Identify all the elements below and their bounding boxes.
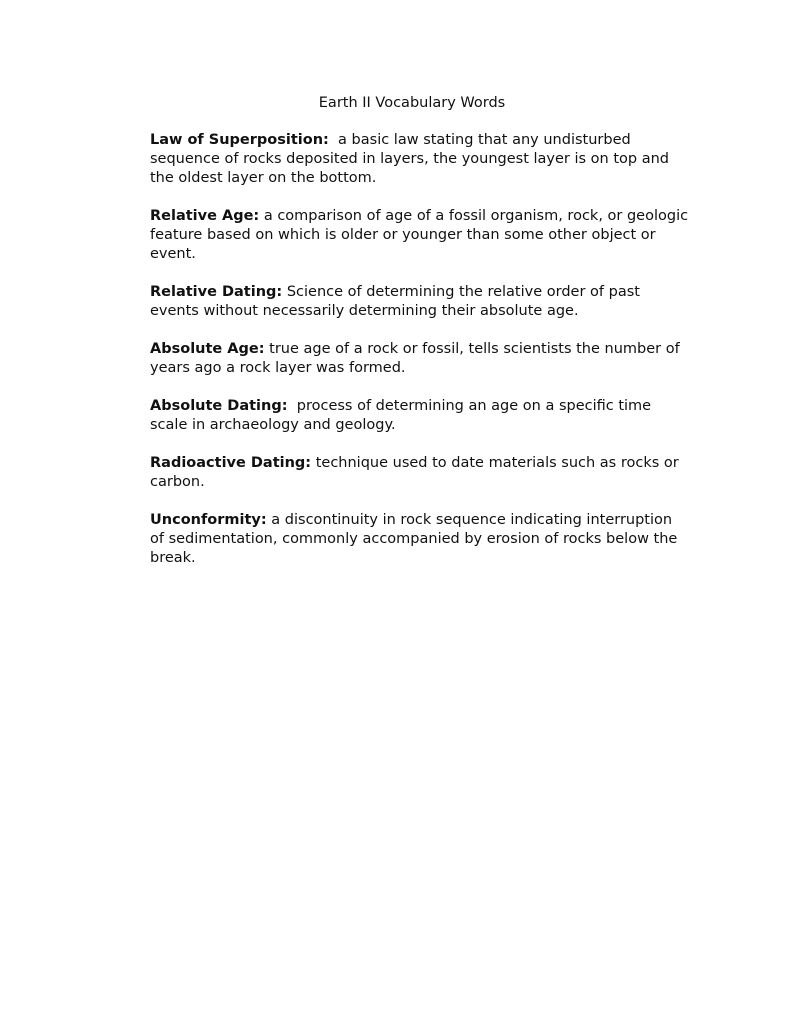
vocabulary-definition: a comparison of age of a fossil organism, rock, or geologic feature based on which is older or younger than some other object or event. <box>150 208 693 262</box>
vocabulary-term: Law of Superposition: <box>150 132 329 148</box>
vocabulary-entry-relative-dating <box>150 283 690 321</box>
vocabulary-entry-unconformity <box>150 511 690 568</box>
vocabulary-entry-relative-age <box>150 207 693 264</box>
vocabulary-term: Absolute Dating: <box>150 398 288 414</box>
vocabulary-term: Absolute Age: <box>150 341 265 357</box>
vocabulary-term: Unconformity: <box>150 512 267 528</box>
page-title: Earth II Vocabulary Words <box>318 95 506 111</box>
vocabulary-entry-absolute-dating <box>150 397 690 435</box>
vocabulary-list <box>150 131 693 587</box>
vocabulary-entry-law-of-superposition <box>150 131 690 188</box>
vocabulary-definition: process of determining an age on a specific time scale in archaeology and geology. <box>150 398 656 433</box>
vocabulary-term: Relative Age: <box>150 208 260 224</box>
vocabulary-term: Relative Dating: <box>150 284 283 300</box>
vocabulary-definition: true age of a rock or fossil, tells scientists the number of years ago a rock layer was formed. <box>150 341 685 376</box>
vocabulary-entry-radioactive-dating <box>150 454 690 492</box>
vocabulary-definition: technique used to date materials such as rocks or carbon. <box>150 455 684 490</box>
vocabulary-definition: Science of determining the relative order of past events without necessarily determining their absolute age. <box>150 284 645 319</box>
vocabulary-entry-absolute-age <box>150 340 690 378</box>
vocabulary-definition: a discontinuity in rock sequence indicating interruption of sedimentation, commonly accompanied by erosion of rocks below the break. <box>150 512 682 566</box>
vocabulary-definition: a basic law stating that any undisturbed sequence of rocks deposited in layers, the youngest layer is on top and the oldest layer on the bottom. <box>150 132 674 186</box>
vocabulary-term: Radioactive Dating: <box>150 455 312 471</box>
